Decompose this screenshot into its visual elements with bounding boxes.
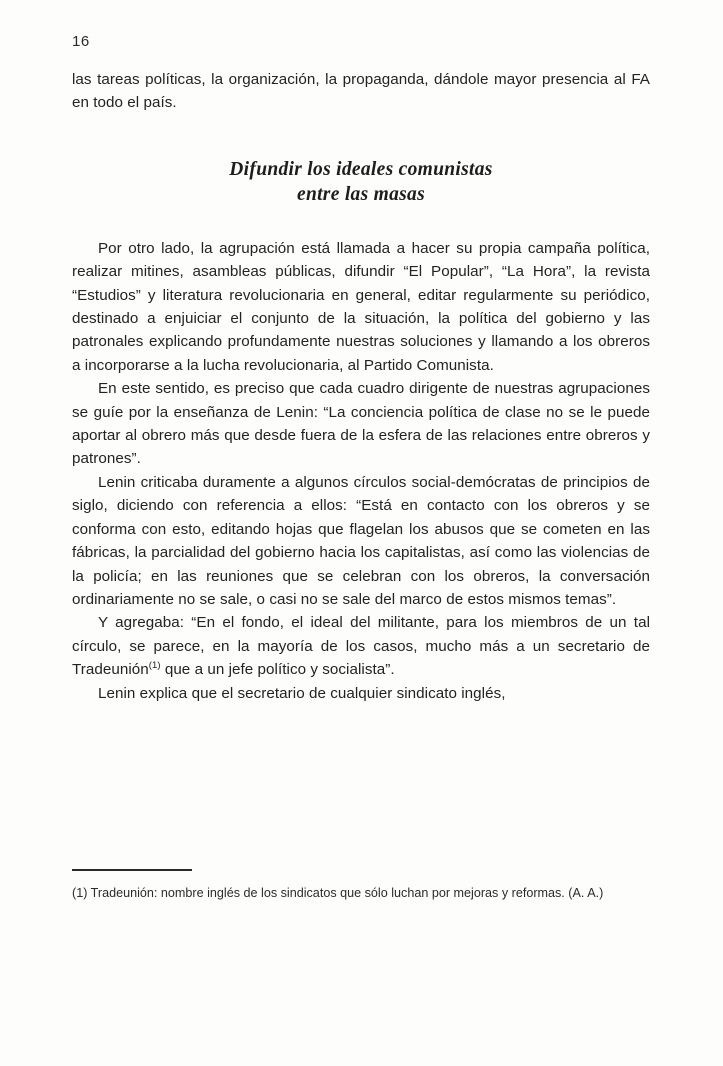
section-heading-line-2: entre las masas — [296, 183, 425, 205]
page-content — [72, 68, 650, 705]
page-number: 16 — [72, 33, 90, 50]
section-heading-line-1: Difundir los ideales comunistas — [229, 158, 493, 180]
section-heading — [72, 157, 650, 207]
paragraph-4: Lenin criticaba duramente a algunos círculos social-demócratas de principios de siglo, diciendo con referencia a ellos: “Está en contacto con los obreros y se conforma con esto, editando hojas que flagelan los abusos que se cometen en las fábricas, la parcialidad del gobierno hacia los capitalistas, así como las violencias de la policía; en las reuniones que se celebran con los obreros, la conversación ordinariamente no se sale, o casi no se sale del marco de estos mismos temas”. — [72, 473, 650, 608]
paragraph-3: En este sentido, es preciso que cada cuadro dirigente de nuestras agrupaciones se guíe por la enseñanza de Lenin: “La conciencia política de clase no se le puede aportar al obrero más que desde fuera de la esfera de las relaciones entre obreros y patrones”. — [72, 380, 650, 468]
footnote-text: (1) Tradeunión: nombre inglés de los sindicatos que sólo luchan por mejoras y reformas. (A. A.) — [72, 886, 604, 900]
footnote-reference-marker: (1) — [148, 660, 161, 672]
paragraph-5 — [72, 611, 650, 681]
paragraph-2: Por otro lado, la agrupación está llamada a hacer su propia campaña política, realizar mitines, asambleas públicas, difundir “El Popular”, “La Hora”, la revista “Estudios” y literatura revolucionaria en general, editar regularmente su periódico, destinado a enjuiciar el conjunto de la situación, la política del gobierno y las patronales explicando profundamente nuestras soluciones y llamando a los obreros a incorporarse a la lucha revolucionaria, al Partido Comunista. — [72, 239, 650, 374]
paragraph-5-text-after-footnote: que a un jefe político y socialista”. — [160, 661, 395, 679]
paragraph-6: Lenin explica que el secretario de cualquier sindicato inglés, — [98, 684, 506, 702]
paragraph-5-text-before-footnote: Y agregaba: “En el fondo, el ideal del militante, para los miembros de un tal círculo, se parece, en la mayoría de los casos, mucho más a un secretario de Tradeunión — [72, 614, 650, 679]
paragraph-continuation: las tareas políticas, la organización, la propaganda, dándole mayor presencia al FA en todo el país. — [72, 71, 650, 112]
footnote-separator-rule — [72, 869, 192, 871]
